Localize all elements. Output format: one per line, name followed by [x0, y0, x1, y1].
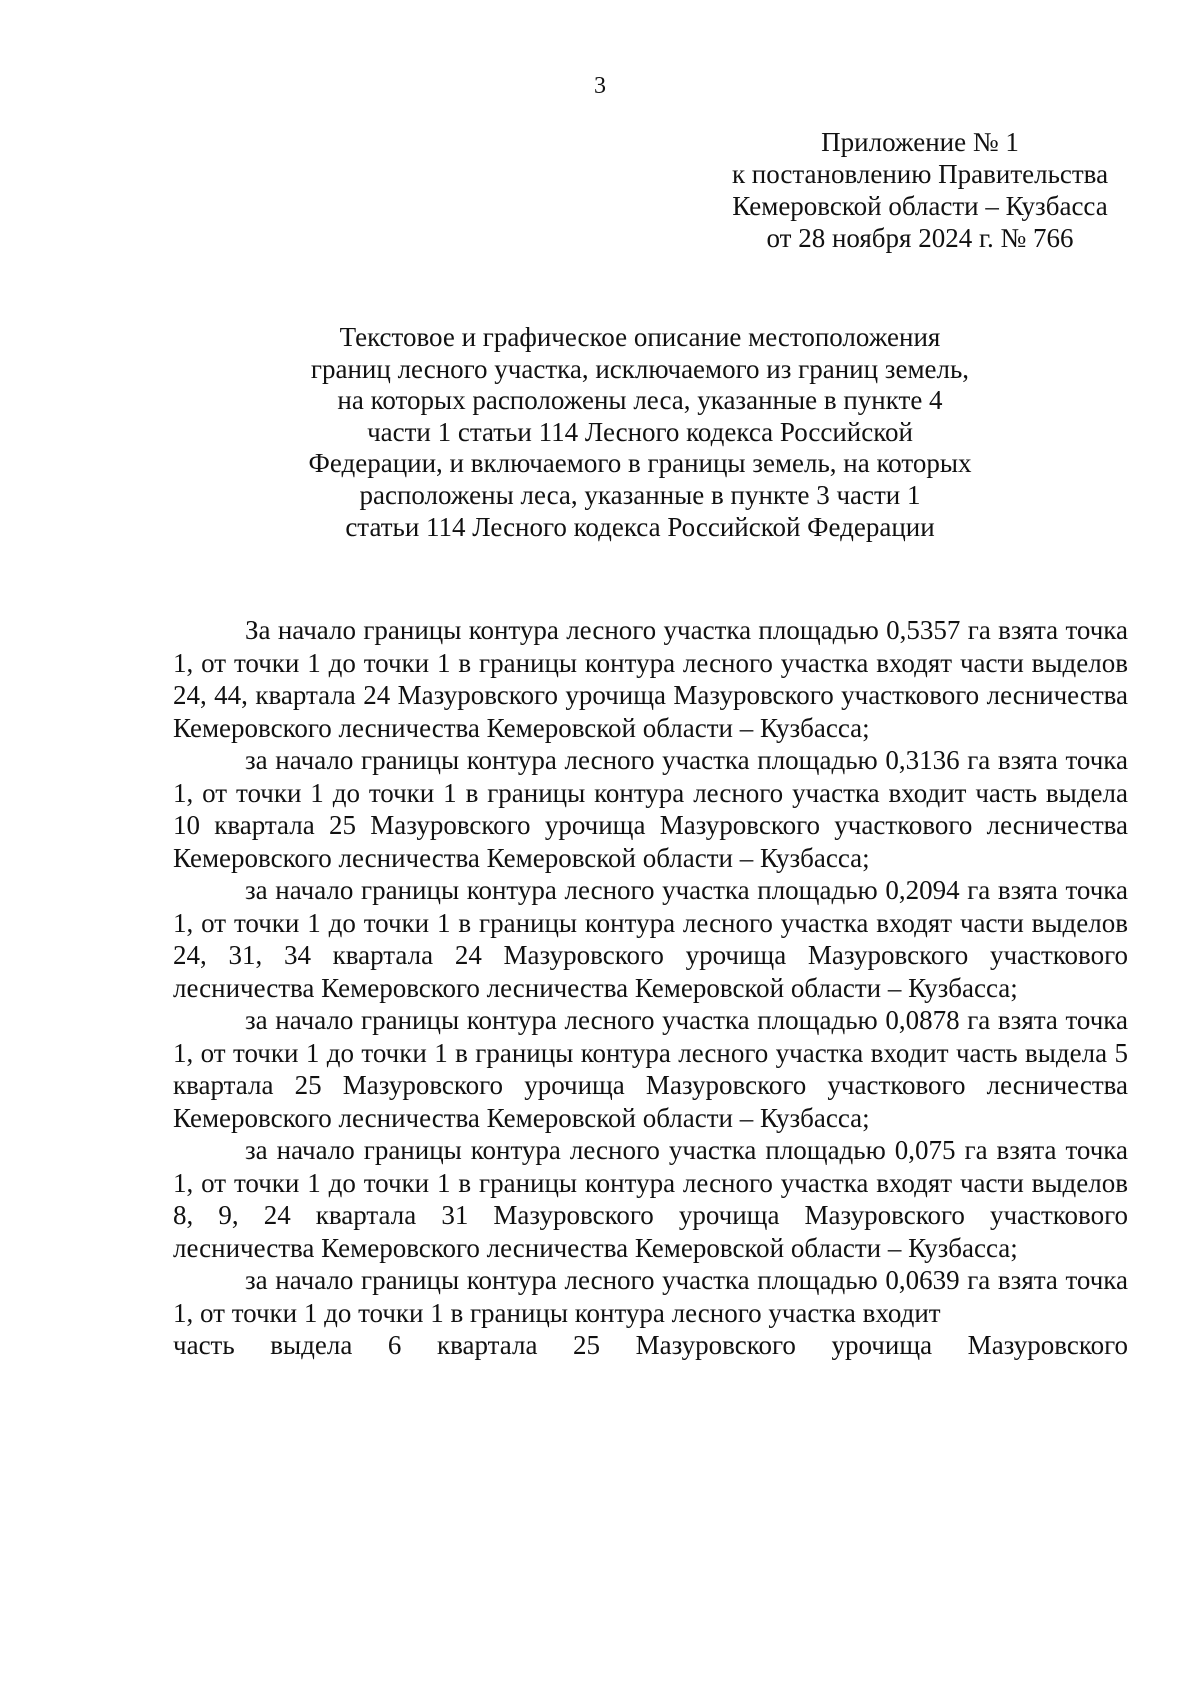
title-line: на которых расположены леса, указанные в пункте 4 — [337, 385, 943, 416]
document-title — [120, 322, 1160, 543]
appendix-line: к постановлению Правительства — [731, 159, 1109, 189]
paragraph: за начало границы контура лесного участка площадью 0,3136 га взята точка 1, от точки 1 до точки 1 в границы контура лесного участка входит часть выдела 10 квартала 25 Мазуровского урочища Мазуровского участкового лесничества Кемеровского лесничества Кемеровской области – Кузбасса; — [173, 745, 1128, 873]
title-line: части 1 статьи 114 Лесного кодекса Российской — [367, 416, 913, 447]
paragraph-continued-line: часть выдела 6 квартала 25 Мазуровского урочища Мазуровского — [173, 1330, 1128, 1360]
appendix-reference — [690, 126, 1150, 254]
title-line: границ лесного участка, исключаемого из границ земель, — [310, 353, 970, 384]
appendix-line: Приложение № 1 — [821, 127, 1019, 157]
appendix-line: от 28 ноября 2024 г. № 766 — [766, 223, 1074, 253]
paragraph: за начало границы контура лесного участка площадью 0,0878 га взята точка 1, от точки 1 до точки 1 в границы контура лесного участка входит часть выдела 5 квартала 25 Мазуровского урочища Мазуровского участкового лесничества Кемеровского лесничества Кемеровской области – Кузбасса; — [173, 1005, 1128, 1133]
title-line: расположены леса, указанные в пункте 3 части 1 — [359, 479, 921, 510]
title-line: Текстовое и графическое описание местоположения — [339, 322, 941, 352]
appendix-line: Кемеровской области – Кузбасса — [732, 191, 1108, 221]
title-line: статьи 114 Лесного кодекса Российской Федерации — [345, 511, 935, 542]
paragraph: За начало границы контура лесного участка площадью 0,5357 га взята точка 1, от точки 1 до точки 1 в границы контура лесного участка входят части выделов 24, 44, квартала 24 Мазуровского урочища Мазуровского участкового лесничества Кемеровского лесничества Кемеровской области – Кузбасса; — [173, 615, 1128, 743]
paragraph: за начало границы контура лесного участка площадью 0,2094 га взята точка 1, от точки 1 до точки 1 в границы контура лесного участка входят части выделов 24, 31, 34 квартала 24 Мазуровского урочища Мазуровского участкового лесничества Кемеровского лесничества Кемеровской области – Кузбасса; — [173, 875, 1128, 1003]
title-line: Федерации, и включаемого в границы земель, на которых — [308, 448, 972, 479]
body-text — [173, 614, 1128, 1362]
paragraph: за начало границы контура лесного участка площадью 0,075 га взята точка 1, от точки 1 до точки 1 в границы контура лесного участка входят части выделов 8, 9, 24 квартала 31 Мазуровского урочища Мазуровского участкового лесничества Кемеровского лесничества Кемеровской области – Кузбасса; — [173, 1135, 1128, 1263]
paragraph: за начало границы контура лесного участка площадью 0,0639 га взята точка 1, от точки 1 до точки 1 в границы контура лесного участка входит — [173, 1265, 1128, 1328]
page-number: 3 — [594, 73, 606, 99]
